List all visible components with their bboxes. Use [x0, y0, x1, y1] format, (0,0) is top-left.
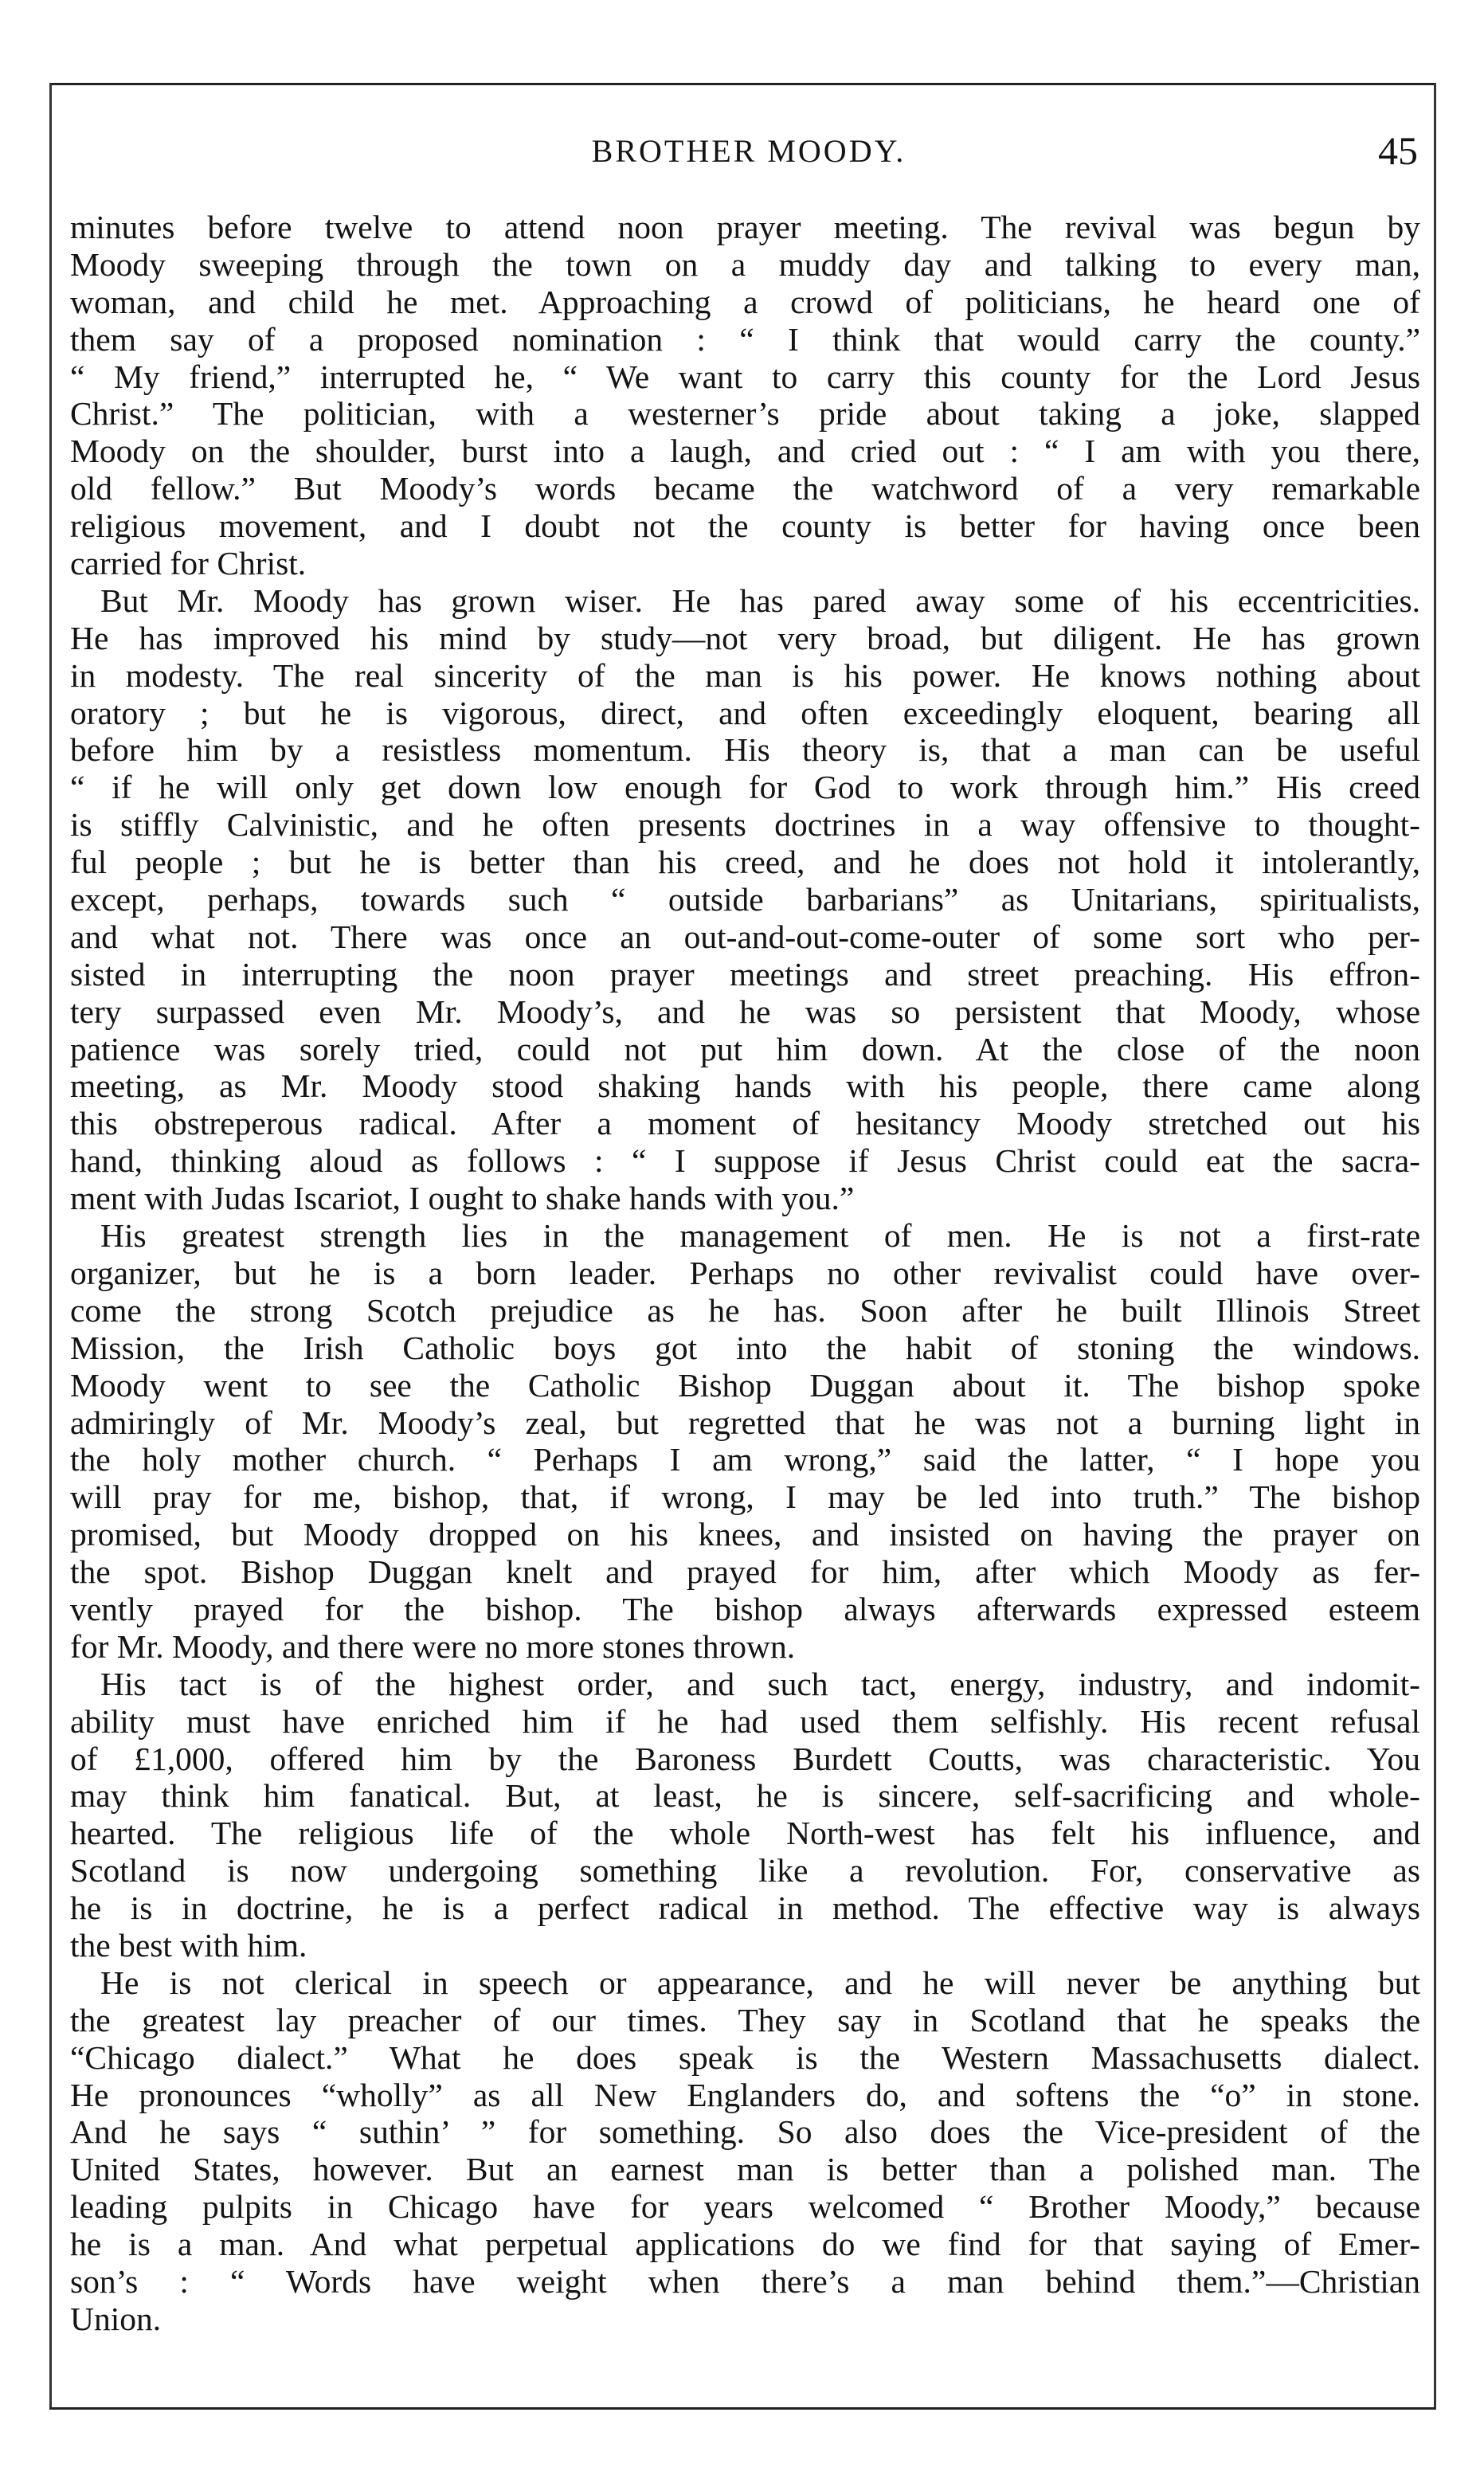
- text-line: may think him fanatical. But, at least, he is sincere, self-sacrificing and whole-: [70, 1777, 1420, 1815]
- text-line: Moody sweeping through the town on a muddy day and talking to every man,: [70, 245, 1420, 283]
- text-line: hearted. The religious life of the whole North-west has felt his influence, and: [70, 1815, 1420, 1852]
- text-line: oratory ; but he is vigorous, direct, and often exceedingly eloquent, bearing all: [70, 694, 1420, 731]
- text-line: religious movement, and I doubt not the county is better for having once been: [70, 507, 1420, 545]
- text-line: United States, however. But an earnest man is better than a polished man. The: [70, 2151, 1420, 2188]
- text-line: But Mr. Moody has grown wiser. He has pared away some of his eccentricities.: [100, 582, 1420, 619]
- text-line: he is in doctrine, he is a perfect radical in method. The effective way is always: [70, 1889, 1420, 1927]
- text-line: the greatest lay preacher of our times. They say in Scotland that he speaks the: [70, 2001, 1420, 2038]
- text-line: sisted in interrupting the noon prayer meetings and street preaching. His effron-: [70, 955, 1420, 993]
- right-frame-rule: [1434, 83, 1436, 2410]
- text-line: His tact is of the highest order, and such tact, energy, industry, and indomit-: [100, 1665, 1420, 1702]
- text-line: before him by a resistless momentum. His theory is, that a man can be useful: [70, 731, 1420, 769]
- text-line: vently prayed for the bishop. The bishop always afterwards expressed esteem: [70, 1590, 1420, 1627]
- text-line: in modesty. The real sincerity of the man is his power. He knows nothing about: [70, 656, 1420, 694]
- text-line: “ if he will only get down low enough for God to work through him.” His creed: [70, 769, 1420, 806]
- text-line: tery surpassed even Mr. Moody’s, and he was so persistent that Moody, whose: [70, 993, 1420, 1030]
- text-line: His greatest strength lies in the management of men. He is not a first-rate: [100, 1217, 1420, 1255]
- text-line: Mission, the Irish Catholic boys got into the habit of stoning the windows.: [70, 1329, 1420, 1366]
- text-line: promised, but Moody dropped on his knees, and insisted on having the prayer on: [70, 1516, 1420, 1553]
- text-line: He pronounces “wholly” as all New Englanders do, and softens the “o” in stone.: [70, 2076, 1420, 2113]
- text-line: He has improved his mind by study—not very broad, but diligent. He has grown: [70, 619, 1420, 656]
- text-line: “Chicago dialect.” What he does speak is the Western Massachusetts dialect.: [70, 2038, 1420, 2076]
- text-line: carried for Christ.: [70, 545, 307, 582]
- text-line: son’s : “ Words have weight when there’s a man behind them.”—Christian: [70, 2262, 1420, 2300]
- text-line: Christ.” The politician, with a westerner’s pride about taking a joke, slapped: [70, 395, 1420, 433]
- text-line: them say of a proposed nomination : “ I think that would carry the county.”: [70, 320, 1420, 358]
- text-line: hand, thinking aloud as follows : “ I suppose if Jesus Christ could eat the sacra-: [70, 1142, 1420, 1180]
- text-line: ment with Judas Iscariot, I ought to shake hands with you.”: [70, 1180, 855, 1217]
- text-line: And he says “ suthin’ ” for something. So also does the Vice-president of the: [70, 2113, 1420, 2151]
- text-line: except, perhaps, towards such “ outside barbarians” as Unitarians, spiritualists,: [70, 881, 1420, 918]
- text-line: minutes before twelve to attend noon prayer meeting. The revival was begun by: [70, 209, 1420, 245]
- text-line: He is not clerical in speech or appearance, and he will never be anything but: [100, 1964, 1420, 2001]
- text-line: of £1,000, offered him by the Baroness Burdett Coutts, was characteristic. You: [70, 1740, 1420, 1777]
- text-line: Scotland is now undergoing something like a revolution. For, conservative as: [70, 1852, 1420, 1889]
- text-line: he is a man. And what perpetual applications do we find for that saying of Emer-: [70, 2226, 1420, 2263]
- body-text: [70, 209, 1420, 2338]
- text-line: admiringly of Mr. Moody’s zeal, but regretted that he was not a burning light in: [70, 1404, 1420, 1441]
- bottom-frame-rule: [49, 2407, 1435, 2410]
- text-line: ability must have enriched him if he had used them selfishly. His recent refusal: [70, 1702, 1420, 1740]
- top-frame-rule: [49, 83, 1435, 85]
- text-line: is stiffly Calvinistic, and he often presents doctrines in a way offensive to thought-: [70, 806, 1420, 844]
- text-line: meeting, as Mr. Moody stood shaking hands with his people, there came along: [70, 1067, 1420, 1105]
- text-line: for Mr. Moody, and there were no more stones thrown.: [70, 1627, 796, 1665]
- text-line: woman, and child he met. Approaching a crowd of politicians, he heard one of: [70, 283, 1420, 320]
- text-line: come the strong Scotch prejudice as he has. Soon after he built Illinois Street: [70, 1291, 1420, 1329]
- text-line: the spot. Bishop Duggan knelt and prayed for him, after which Moody as fer-: [70, 1553, 1420, 1591]
- text-line: Moody went to see the Catholic Bishop Duggan about it. The bishop spoke: [70, 1366, 1420, 1404]
- text-line: this obstreperous radical. After a moment of hesitancy Moody stretched out his: [70, 1105, 1420, 1142]
- text-line: Moody on the shoulder, burst into a laugh, and cried out : “ I am with you there,: [70, 433, 1420, 470]
- text-line: the holy mother church. “ Perhaps I am wrong,” said the latter, “ I hope you: [70, 1441, 1420, 1478]
- text-line: the best with him.: [70, 1926, 307, 1964]
- left-frame-rule: [49, 83, 52, 2410]
- text-line: ful people ; but he is better than his creed, and he does not hold it intolerantly,: [70, 844, 1420, 881]
- text-line: Union.: [70, 2300, 162, 2337]
- running-title: BROTHER MOODY.: [591, 133, 906, 169]
- text-line: will pray for me, bishop, that, if wrong, I may be led into truth.” The bishop: [70, 1478, 1420, 1516]
- text-line: and what not. There was once an out-and-out-come-outer of some sort who per-: [70, 918, 1420, 955]
- text-line: “ My friend,” interrupted he, “ We want to carry this county for the Lord Jesus: [70, 358, 1420, 395]
- text-line: organizer, but he is a born leader. Perhaps no other revivalist could have over-: [70, 1254, 1420, 1291]
- text-line: old fellow.” But Moody’s words became the watchword of a very remarkable: [70, 470, 1420, 507]
- running-head: [72, 127, 1426, 175]
- text-line: leading pulpits in Chicago have for years welcomed “ Brother Moody,” because: [70, 2188, 1420, 2226]
- text-line: patience was sorely tried, could not put him down. At the close of the noon: [70, 1030, 1420, 1067]
- page-number: 45: [1378, 128, 1418, 173]
